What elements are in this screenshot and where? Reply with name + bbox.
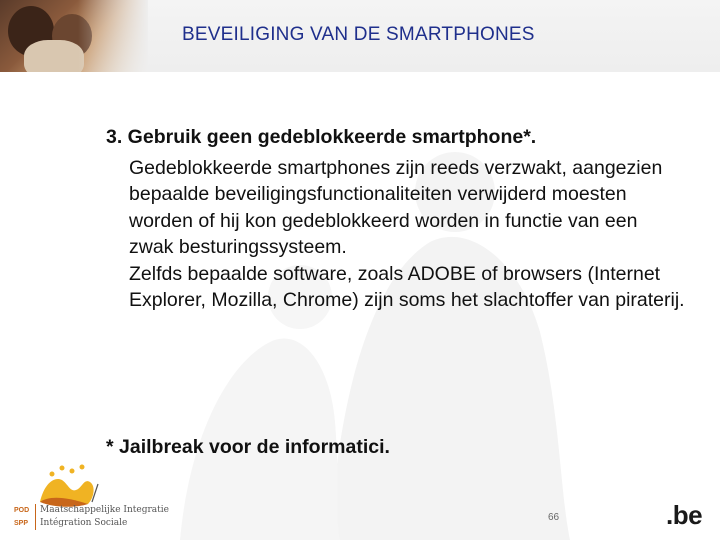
footnote: * Jailbreak voor de informatici. xyxy=(106,436,390,458)
paragraph-1: Gedeblokkeerde smartphones zijn reeds verzwakt, aangezien bepaalde beveiligingsfunctionaliteiten verwijderd moesten worden of hij kon gedeblokkeerd worden in functie van een zwak besturingssysteem. xyxy=(129,156,663,258)
logo-name-fr: Intégration Sociale xyxy=(40,518,128,528)
page-number: 66 xyxy=(548,512,560,523)
header-photo xyxy=(0,0,148,72)
logo-label-pod: POD xyxy=(14,507,30,514)
paragraph-2: Zelfds bepaalde software, zoals ADOBE of browsers (Internet Explorer, Mozilla, Chrome) zijn soms het slachtoffer van piraterij. xyxy=(129,262,685,311)
logo-name-nl: Maatschappelijke Integratie xyxy=(40,505,169,515)
logo-divider xyxy=(35,504,36,530)
be-logo: .be xyxy=(666,500,703,530)
slide-title: BEVEILIGING VAN DE SMARTPHONES xyxy=(182,24,535,45)
logo-label-spp: SPP xyxy=(14,520,29,527)
item-heading: 3. Gebruik geen gedeblokkeerde smartphone*. xyxy=(106,126,537,148)
slide-content xyxy=(106,124,686,314)
